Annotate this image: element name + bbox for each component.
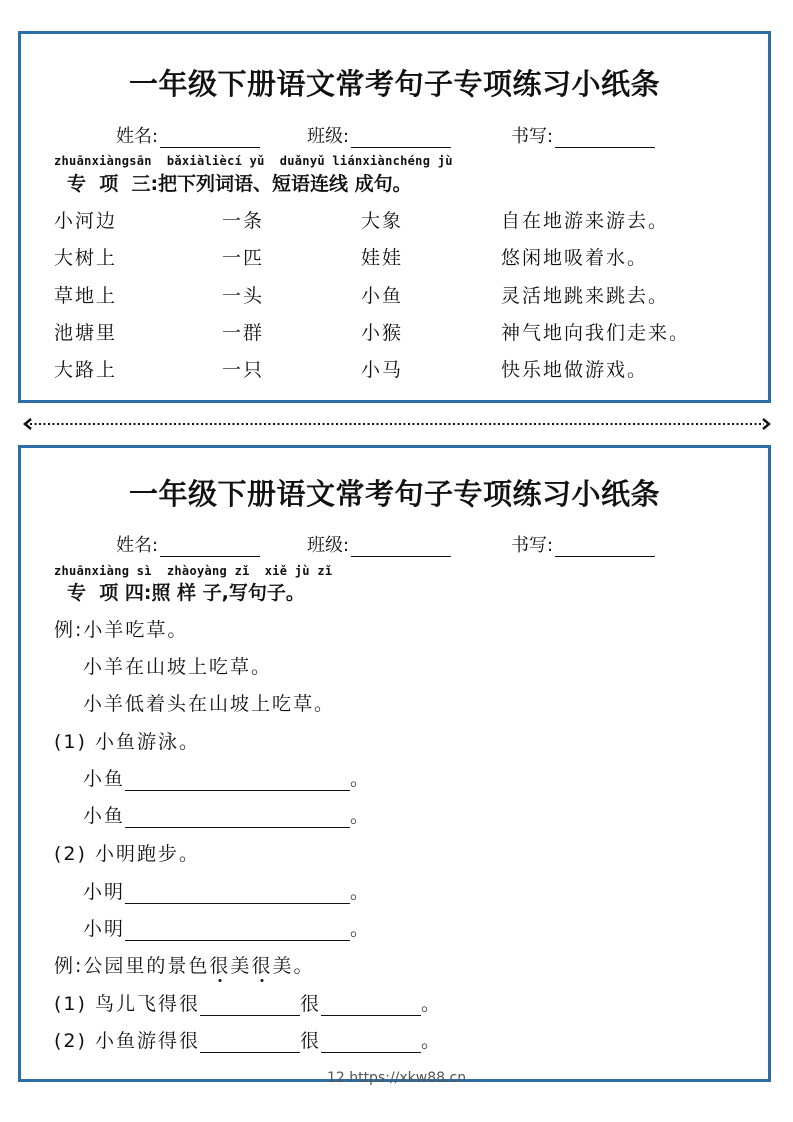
- pinyin-line: zhuānxiàng sì zhàoyàng zǐ xiě jù zǐ: [54, 564, 333, 578]
- writing-field[interactable]: 书写:: [511, 531, 655, 557]
- card-title: 一年级下册语文常考句子专项练习小纸条: [128, 67, 660, 101]
- cut-line-divider: [22, 417, 772, 431]
- name-field[interactable]: 姓名:: [116, 122, 260, 148]
- example-sentence: 例:公园里的景色很美很美。: [54, 955, 315, 977]
- answer-blank[interactable]: [125, 772, 350, 791]
- writing-field[interactable]: 书写:: [511, 122, 655, 148]
- example-sentence: 小羊低着头在山坡上吃草。: [83, 693, 336, 715]
- writing-blank[interactable]: [555, 538, 655, 557]
- class-field[interactable]: 班级:: [307, 531, 451, 557]
- name-blank[interactable]: [160, 129, 260, 148]
- answer-blank[interactable]: [125, 885, 350, 904]
- worksheet-card-1: [18, 31, 771, 403]
- writing-blank[interactable]: [555, 129, 655, 148]
- page-footer: 12 https://xkw88.cn: [326, 1070, 467, 1086]
- answer-line: 小鱼 。: [83, 805, 372, 827]
- class-blank[interactable]: [351, 129, 451, 148]
- answer-line: 小明 。: [83, 881, 372, 903]
- section-heading: 专 项 四:照 样 子,写句子。: [67, 582, 305, 604]
- answer-line: (1) 鸟儿飞得很 很 。: [54, 993, 442, 1015]
- match-row: 池塘里 一群 小猴 神气地向我们走来。: [54, 322, 691, 344]
- name-blank[interactable]: [160, 538, 260, 557]
- example-sentence: 例:小羊吃草。: [54, 619, 189, 641]
- question-label: (1) 小鱼游泳。: [54, 731, 200, 753]
- question-label: (2) 小明跑步。: [54, 843, 200, 865]
- match-row: 大树上 一匹 娃娃 悠闲地吸着水。: [54, 247, 649, 269]
- answer-line: (2) 小鱼游得很 很 。: [54, 1030, 442, 1052]
- class-field[interactable]: 班级:: [307, 122, 451, 148]
- answer-line: 小明 。: [83, 918, 372, 940]
- answer-blank[interactable]: [125, 922, 350, 941]
- answer-blank[interactable]: [321, 997, 421, 1016]
- match-row: 草地上 一头 小鱼 灵活地跳来跳去。: [54, 285, 670, 307]
- answer-blank[interactable]: [125, 809, 350, 828]
- card-title: 一年级下册语文常考句子专项练习小纸条: [128, 477, 660, 511]
- answer-blank[interactable]: [200, 1034, 300, 1053]
- match-row: 大路上 一只 小马 快乐地做游戏。: [54, 359, 649, 381]
- section-heading: 专 项 三:把下列词语、短语连线 成句。: [67, 173, 412, 195]
- example-sentence: 小羊在山坡上吃草。: [83, 656, 273, 678]
- name-field[interactable]: 姓名:: [116, 531, 260, 557]
- class-blank[interactable]: [351, 538, 451, 557]
- answer-blank[interactable]: [321, 1034, 421, 1053]
- pinyin-line: zhuānxiàngsān bǎxiàliècí yǔ duǎnyǔ liánxiànchéng jù: [54, 154, 453, 168]
- answer-line: 小鱼 。: [83, 768, 372, 790]
- answer-blank[interactable]: [200, 997, 300, 1016]
- match-row: 小河边 一条 大象 自在地游来游去。: [54, 210, 670, 232]
- worksheet-card-2: [18, 445, 771, 1082]
